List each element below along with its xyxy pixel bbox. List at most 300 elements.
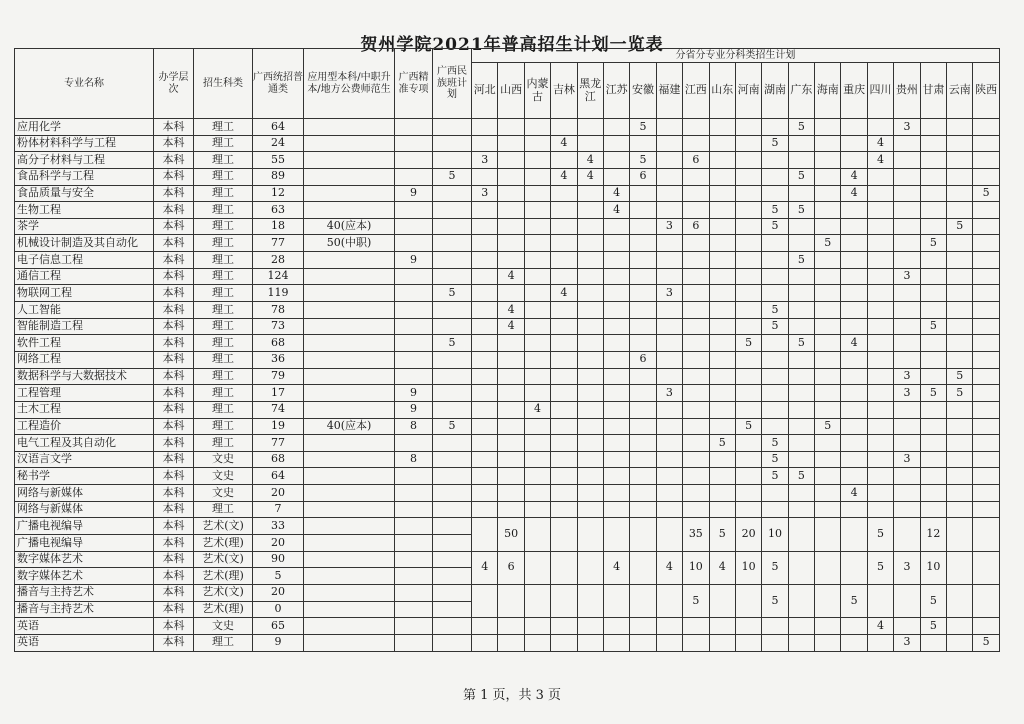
cell-province bbox=[841, 218, 867, 235]
cell-province bbox=[815, 335, 841, 352]
cell-level: 本科 bbox=[154, 135, 194, 152]
cell-province bbox=[656, 252, 682, 269]
cell-province bbox=[709, 335, 735, 352]
cell-province bbox=[841, 268, 867, 285]
cell-province: 5 bbox=[735, 418, 761, 435]
cell-province bbox=[683, 135, 709, 152]
cell-province bbox=[920, 268, 946, 285]
cell-province bbox=[788, 501, 814, 518]
cell-province bbox=[603, 168, 629, 185]
cell-province bbox=[788, 318, 814, 335]
cell-gx-precise bbox=[395, 501, 433, 518]
cell-province: 3 bbox=[472, 152, 498, 169]
cell-province: 5 bbox=[815, 418, 841, 435]
cell-gx-general: 64 bbox=[253, 119, 304, 136]
cell-gx-ethnic bbox=[433, 302, 472, 319]
header-province: 河南 bbox=[735, 63, 761, 119]
cell-province bbox=[709, 485, 735, 502]
cell-province bbox=[735, 302, 761, 319]
cell-province-merged: 10 bbox=[920, 551, 946, 584]
cell-province bbox=[709, 351, 735, 368]
cell-province bbox=[973, 335, 999, 352]
table-row bbox=[15, 501, 1000, 518]
cell-province bbox=[630, 302, 656, 319]
cell-province-merged: 5 bbox=[683, 584, 709, 617]
cell-province-merged bbox=[524, 518, 550, 551]
cell-province bbox=[894, 335, 920, 352]
cell-province bbox=[603, 418, 629, 435]
cell-province: 6 bbox=[630, 351, 656, 368]
cell-province bbox=[815, 252, 841, 269]
cell-province bbox=[472, 618, 498, 635]
header-applied: 应用型本科/中职升本/地方公费师范生 bbox=[304, 49, 395, 119]
cell-province-merged: 5 bbox=[762, 551, 788, 584]
cell-province bbox=[788, 152, 814, 169]
header-province: 四川 bbox=[867, 63, 893, 119]
cell-province bbox=[762, 235, 788, 252]
cell-province bbox=[551, 235, 577, 252]
cell-province bbox=[709, 401, 735, 418]
cell-gx-ethnic bbox=[433, 185, 472, 202]
cell-province bbox=[815, 152, 841, 169]
cell-province bbox=[498, 451, 524, 468]
cell-province bbox=[735, 235, 761, 252]
cell-gx-precise bbox=[395, 618, 433, 635]
cell-province bbox=[630, 235, 656, 252]
cell-gx-general: 90 bbox=[253, 551, 304, 568]
cell-province bbox=[894, 318, 920, 335]
cell-province bbox=[735, 618, 761, 635]
cell-province bbox=[524, 485, 550, 502]
cell-gx-precise: 9 bbox=[395, 401, 433, 418]
cell-province: 3 bbox=[894, 451, 920, 468]
cell-province bbox=[788, 135, 814, 152]
cell-province bbox=[577, 252, 603, 269]
cell-province bbox=[735, 318, 761, 335]
cell-province bbox=[656, 418, 682, 435]
cell-province bbox=[867, 252, 893, 269]
cell-province bbox=[709, 285, 735, 302]
cell-province bbox=[630, 185, 656, 202]
cell-province bbox=[551, 418, 577, 435]
cell-province bbox=[472, 335, 498, 352]
cell-gx-general: 89 bbox=[253, 168, 304, 185]
cell-gx-precise bbox=[395, 368, 433, 385]
cell-province bbox=[762, 119, 788, 136]
cell-province bbox=[683, 435, 709, 452]
table-body bbox=[15, 119, 1000, 652]
cell-province bbox=[762, 351, 788, 368]
cell-province bbox=[498, 202, 524, 219]
cell-province bbox=[735, 285, 761, 302]
cell-province bbox=[947, 268, 973, 285]
cell-province: 5 bbox=[788, 468, 814, 485]
cell-province: 3 bbox=[894, 119, 920, 136]
cell-gx-general: 12 bbox=[253, 185, 304, 202]
cell-province bbox=[551, 152, 577, 169]
cell-province bbox=[788, 618, 814, 635]
cell-province bbox=[683, 485, 709, 502]
cell-province bbox=[815, 318, 841, 335]
cell-applied: 40(应本) bbox=[304, 418, 395, 435]
cell-province bbox=[683, 252, 709, 269]
cell-level: 本科 bbox=[154, 351, 194, 368]
cell-province bbox=[577, 485, 603, 502]
cell-province bbox=[683, 302, 709, 319]
cell-province bbox=[498, 218, 524, 235]
header-province: 安徽 bbox=[630, 63, 656, 119]
cell-province bbox=[788, 634, 814, 651]
cell-category: 艺术(理) bbox=[194, 535, 253, 552]
cell-province bbox=[551, 351, 577, 368]
cell-category: 艺术(理) bbox=[194, 601, 253, 618]
cell-province bbox=[788, 218, 814, 235]
cell-province bbox=[815, 618, 841, 635]
cell-province bbox=[498, 485, 524, 502]
cell-province bbox=[788, 401, 814, 418]
cell-province bbox=[683, 335, 709, 352]
header-province: 广东 bbox=[788, 63, 814, 119]
cell-province bbox=[788, 235, 814, 252]
cell-province bbox=[551, 435, 577, 452]
cell-province bbox=[973, 218, 999, 235]
cell-gx-ethnic bbox=[433, 235, 472, 252]
cell-province bbox=[947, 468, 973, 485]
header-category: 招生科类 bbox=[194, 49, 253, 119]
cell-province: 6 bbox=[683, 152, 709, 169]
cell-gx-general: 119 bbox=[253, 285, 304, 302]
cell-province bbox=[973, 401, 999, 418]
cell-province: 4 bbox=[841, 485, 867, 502]
cell-province bbox=[630, 468, 656, 485]
cell-province bbox=[894, 185, 920, 202]
cell-category: 理工 bbox=[194, 318, 253, 335]
cell-province bbox=[630, 501, 656, 518]
cell-province bbox=[683, 318, 709, 335]
cell-province-merged bbox=[551, 584, 577, 617]
cell-province bbox=[603, 385, 629, 402]
cell-category: 理工 bbox=[194, 202, 253, 219]
cell-province bbox=[867, 168, 893, 185]
cell-province-merged bbox=[472, 518, 498, 551]
cell-province bbox=[867, 385, 893, 402]
cell-province bbox=[656, 368, 682, 385]
cell-province: 5 bbox=[762, 202, 788, 219]
cell-province bbox=[603, 501, 629, 518]
cell-province bbox=[815, 634, 841, 651]
cell-province bbox=[577, 418, 603, 435]
table-row bbox=[15, 451, 1000, 468]
cell-major: 广播电视编导 bbox=[15, 518, 154, 535]
cell-gx-ethnic bbox=[433, 485, 472, 502]
cell-gx-ethnic bbox=[433, 634, 472, 651]
cell-category: 理工 bbox=[194, 401, 253, 418]
cell-province bbox=[947, 135, 973, 152]
table-row bbox=[15, 368, 1000, 385]
cell-province bbox=[472, 634, 498, 651]
cell-province bbox=[762, 368, 788, 385]
cell-gx-precise bbox=[395, 152, 433, 169]
cell-province: 4 bbox=[551, 135, 577, 152]
cell-gx-ethnic bbox=[433, 618, 472, 635]
cell-gx-general: 63 bbox=[253, 202, 304, 219]
cell-applied bbox=[304, 302, 395, 319]
cell-applied bbox=[304, 601, 395, 618]
cell-province bbox=[841, 202, 867, 219]
cell-province: 3 bbox=[656, 285, 682, 302]
cell-province bbox=[815, 451, 841, 468]
cell-province bbox=[709, 302, 735, 319]
table-row bbox=[15, 468, 1000, 485]
cell-province bbox=[762, 418, 788, 435]
cell-applied: 40(应本) bbox=[304, 218, 395, 235]
cell-gx-ethnic bbox=[433, 568, 472, 585]
cell-major: 食品质量与安全 bbox=[15, 185, 154, 202]
cell-applied bbox=[304, 401, 395, 418]
cell-gx-ethnic bbox=[433, 501, 472, 518]
cell-province bbox=[867, 418, 893, 435]
cell-level: 本科 bbox=[154, 634, 194, 651]
cell-province: 5 bbox=[788, 202, 814, 219]
cell-province bbox=[551, 119, 577, 136]
cell-province: 5 bbox=[815, 235, 841, 252]
cell-province: 3 bbox=[472, 185, 498, 202]
cell-province bbox=[683, 451, 709, 468]
cell-applied bbox=[304, 451, 395, 468]
cell-applied bbox=[304, 252, 395, 269]
cell-level: 本科 bbox=[154, 535, 194, 552]
cell-province bbox=[683, 618, 709, 635]
cell-gx-general: 65 bbox=[253, 618, 304, 635]
cell-major: 机械设计制造及其自动化 bbox=[15, 235, 154, 252]
cell-gx-general: 17 bbox=[253, 385, 304, 402]
header-province: 江苏 bbox=[603, 63, 629, 119]
cell-province-merged bbox=[973, 518, 999, 551]
cell-province: 5 bbox=[920, 385, 946, 402]
cell-province bbox=[788, 185, 814, 202]
cell-applied bbox=[304, 385, 395, 402]
cell-province-merged bbox=[947, 551, 973, 584]
cell-province bbox=[656, 135, 682, 152]
cell-province-merged bbox=[894, 584, 920, 617]
cell-province bbox=[788, 285, 814, 302]
cell-province-merged: 4 bbox=[472, 551, 498, 584]
cell-province bbox=[867, 451, 893, 468]
cell-applied bbox=[304, 335, 395, 352]
cell-province-merged bbox=[841, 518, 867, 551]
cell-major: 数据科学与大数据技术 bbox=[15, 368, 154, 385]
cell-major: 广播电视编导 bbox=[15, 535, 154, 552]
cell-province bbox=[656, 185, 682, 202]
cell-gx-general: 36 bbox=[253, 351, 304, 368]
cell-level: 本科 bbox=[154, 235, 194, 252]
cell-province: 3 bbox=[894, 368, 920, 385]
cell-province-merged: 20 bbox=[735, 518, 761, 551]
cell-gx-ethnic bbox=[433, 551, 472, 568]
cell-province bbox=[683, 119, 709, 136]
cell-province bbox=[551, 485, 577, 502]
cell-gx-ethnic bbox=[433, 584, 472, 601]
cell-province bbox=[815, 185, 841, 202]
cell-applied bbox=[304, 318, 395, 335]
cell-level: 本科 bbox=[154, 618, 194, 635]
cell-province bbox=[603, 302, 629, 319]
cell-gx-ethnic bbox=[433, 451, 472, 468]
cell-gx-precise bbox=[395, 551, 433, 568]
header-province: 吉林 bbox=[551, 63, 577, 119]
cell-applied bbox=[304, 152, 395, 169]
cell-province bbox=[472, 485, 498, 502]
cell-province-merged bbox=[603, 584, 629, 617]
cell-province bbox=[577, 202, 603, 219]
cell-gx-general: 20 bbox=[253, 535, 304, 552]
cell-province bbox=[630, 318, 656, 335]
cell-province bbox=[920, 285, 946, 302]
cell-province bbox=[867, 401, 893, 418]
cell-province bbox=[709, 468, 735, 485]
cell-province bbox=[551, 268, 577, 285]
cell-applied bbox=[304, 435, 395, 452]
cell-province bbox=[656, 168, 682, 185]
cell-province bbox=[894, 168, 920, 185]
cell-province-merged: 5 bbox=[867, 518, 893, 551]
cell-province bbox=[709, 168, 735, 185]
cell-level: 本科 bbox=[154, 551, 194, 568]
cell-gx-general: 33 bbox=[253, 518, 304, 535]
cell-province bbox=[524, 318, 550, 335]
cell-category: 文史 bbox=[194, 618, 253, 635]
cell-province: 6 bbox=[683, 218, 709, 235]
cell-applied bbox=[304, 518, 395, 535]
cell-province bbox=[867, 335, 893, 352]
cell-level: 本科 bbox=[154, 202, 194, 219]
cell-province: 5 bbox=[788, 252, 814, 269]
cell-province bbox=[472, 135, 498, 152]
cell-gx-ethnic bbox=[433, 152, 472, 169]
header-gx-precise: 广西精准专项 bbox=[395, 49, 433, 119]
cell-gx-ethnic bbox=[433, 401, 472, 418]
cell-province: 5 bbox=[947, 218, 973, 235]
cell-applied bbox=[304, 618, 395, 635]
cell-province bbox=[683, 418, 709, 435]
cell-province bbox=[894, 485, 920, 502]
cell-province bbox=[656, 318, 682, 335]
cell-gx-precise bbox=[395, 285, 433, 302]
header-province: 海南 bbox=[815, 63, 841, 119]
cell-province bbox=[472, 119, 498, 136]
cell-applied: 50(中职) bbox=[304, 235, 395, 252]
cell-province: 5 bbox=[762, 318, 788, 335]
table-row bbox=[15, 218, 1000, 235]
cell-province-merged bbox=[630, 551, 656, 584]
cell-province bbox=[656, 351, 682, 368]
cell-province bbox=[551, 252, 577, 269]
cell-province bbox=[841, 368, 867, 385]
cell-level: 本科 bbox=[154, 485, 194, 502]
cell-province bbox=[577, 218, 603, 235]
cell-gx-ethnic bbox=[433, 385, 472, 402]
cell-province bbox=[867, 318, 893, 335]
cell-province bbox=[630, 634, 656, 651]
cell-major: 土木工程 bbox=[15, 401, 154, 418]
cell-province bbox=[947, 318, 973, 335]
cell-major: 生物工程 bbox=[15, 202, 154, 219]
cell-province bbox=[735, 634, 761, 651]
cell-province bbox=[498, 235, 524, 252]
cell-gx-precise bbox=[395, 351, 433, 368]
cell-applied bbox=[304, 485, 395, 502]
cell-major: 工程造价 bbox=[15, 418, 154, 435]
cell-province bbox=[735, 485, 761, 502]
cell-province bbox=[603, 285, 629, 302]
cell-province bbox=[920, 218, 946, 235]
cell-province bbox=[709, 235, 735, 252]
cell-province: 4 bbox=[603, 202, 629, 219]
cell-gx-precise bbox=[395, 601, 433, 618]
cell-province bbox=[947, 435, 973, 452]
cell-province bbox=[498, 168, 524, 185]
table-row bbox=[15, 135, 1000, 152]
cell-province-merged bbox=[894, 518, 920, 551]
cell-province bbox=[735, 135, 761, 152]
cell-province: 5 bbox=[630, 152, 656, 169]
cell-province: 5 bbox=[788, 168, 814, 185]
cell-province bbox=[867, 351, 893, 368]
table-row bbox=[15, 235, 1000, 252]
cell-province bbox=[735, 268, 761, 285]
cell-gx-general: 20 bbox=[253, 485, 304, 502]
cell-province bbox=[973, 618, 999, 635]
header-province: 福建 bbox=[656, 63, 682, 119]
cell-province bbox=[551, 401, 577, 418]
cell-province-merged: 4 bbox=[709, 551, 735, 584]
cell-province bbox=[841, 302, 867, 319]
cell-province-merged bbox=[656, 584, 682, 617]
cell-province bbox=[498, 418, 524, 435]
cell-gx-precise bbox=[395, 584, 433, 601]
cell-major: 数字媒体艺术 bbox=[15, 568, 154, 585]
cell-province bbox=[867, 285, 893, 302]
cell-level: 本科 bbox=[154, 218, 194, 235]
cell-province bbox=[709, 268, 735, 285]
cell-province bbox=[630, 451, 656, 468]
cell-province bbox=[472, 235, 498, 252]
cell-category: 理工 bbox=[194, 501, 253, 518]
cell-province bbox=[947, 634, 973, 651]
cell-province bbox=[867, 468, 893, 485]
cell-province: 4 bbox=[577, 168, 603, 185]
cell-province bbox=[815, 202, 841, 219]
cell-province bbox=[815, 435, 841, 452]
cell-province bbox=[551, 302, 577, 319]
cell-province bbox=[788, 302, 814, 319]
cell-level: 本科 bbox=[154, 501, 194, 518]
cell-province-merged: 50 bbox=[498, 518, 524, 551]
cell-level: 本科 bbox=[154, 152, 194, 169]
cell-province bbox=[656, 468, 682, 485]
cell-gx-ethnic: 5 bbox=[433, 418, 472, 435]
cell-level: 本科 bbox=[154, 435, 194, 452]
cell-province bbox=[498, 401, 524, 418]
cell-category: 理工 bbox=[194, 634, 253, 651]
cell-category: 理工 bbox=[194, 268, 253, 285]
cell-province bbox=[524, 435, 550, 452]
cell-gx-precise bbox=[395, 168, 433, 185]
cell-province bbox=[841, 501, 867, 518]
cell-province bbox=[524, 351, 550, 368]
cell-major: 茶学 bbox=[15, 218, 154, 235]
cell-province bbox=[894, 435, 920, 452]
